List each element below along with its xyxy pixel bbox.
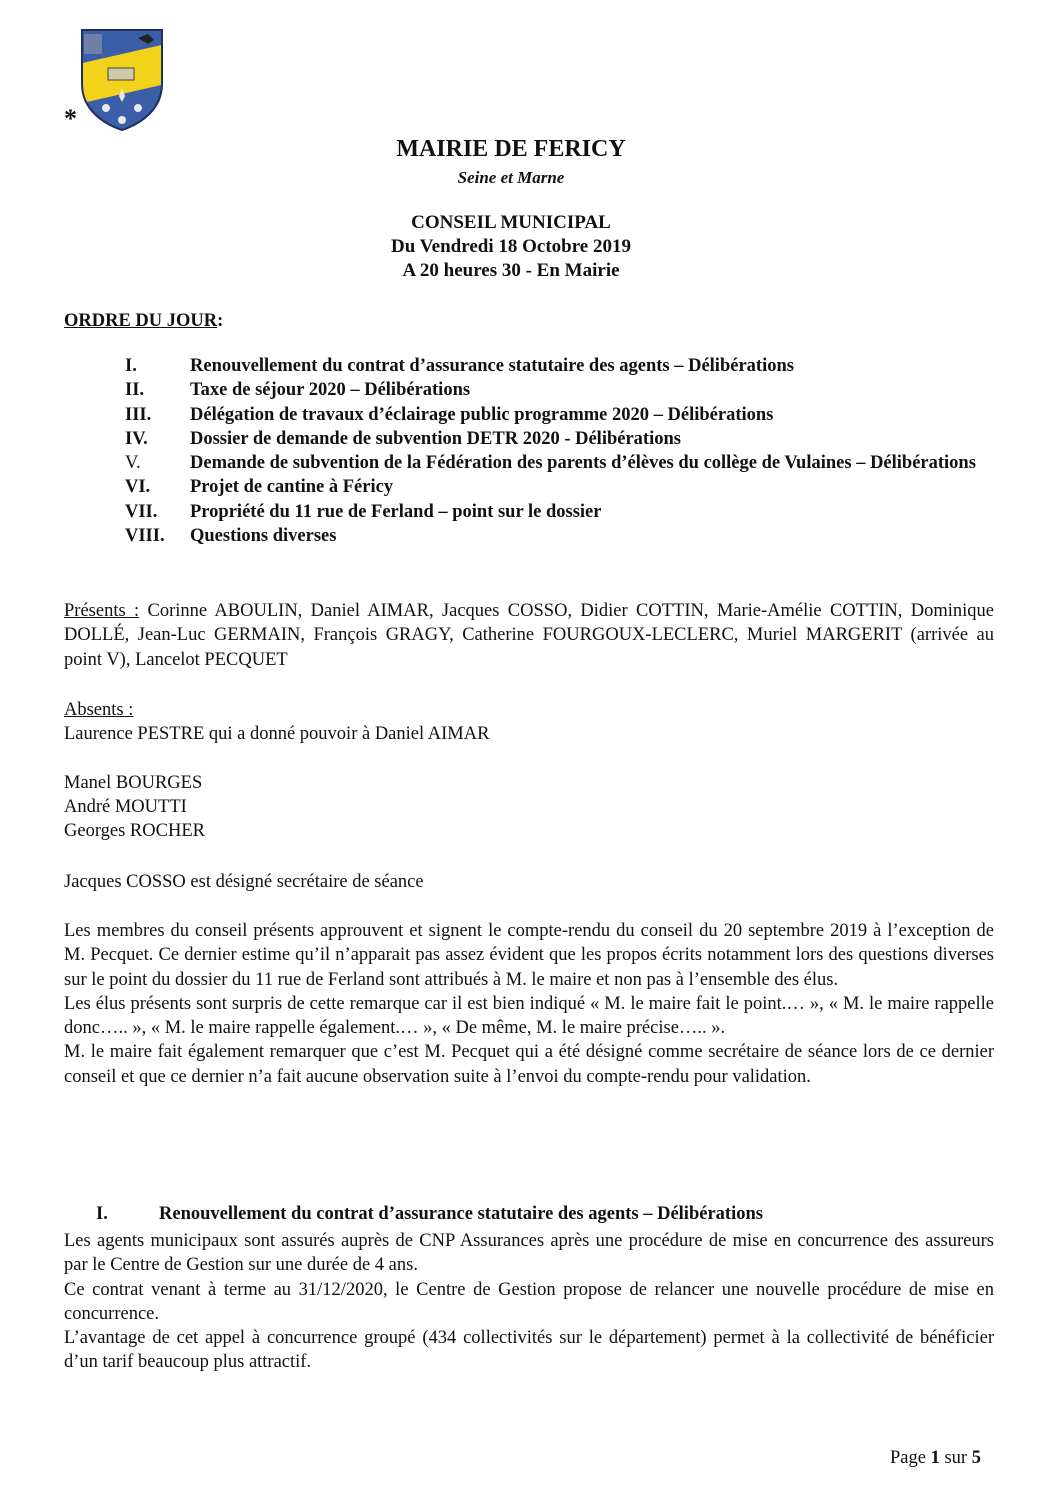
section-title: Renouvellement du contrat d’assurance statutaire des agents – Délibérations xyxy=(159,1204,763,1224)
minutes-paragraph: M. le maire fait également remarquer que c’est M. Pecquet qui a été désigné comme secrétaire de séance lors de ce dernier conseil et que ce dernier n’a fait aucune observation suite à l’envoi du compte-rendu pour validation. xyxy=(64,1042,994,1087)
agenda-item-number: VI. xyxy=(125,477,151,498)
absent-name: Georges ROCHER xyxy=(64,821,205,842)
page-number xyxy=(890,1448,981,1469)
agenda-item-text: Taxe de séjour 2020 – Délibérations xyxy=(190,380,471,401)
minutes-paragraph: Les membres du conseil présents approuvent et signent le compte-rendu du conseil du 20 septembre 2019 à l’exception de M. Pecquet. Ce dernier estime qu’il n’apparait pas assez évident que les propos écrits notamment lors des questions diverses sur le point du dossier du 11 rue de Ferland sont attribués à M. le maire et non pas à l’ensemble des élus. xyxy=(64,921,994,990)
section-paragraph: Les agents municipaux sont assurés auprès de CNP Assurances après une procédure de mise en concurrence des assureurs par le Centre de Gestion sur une durée de 4 ans. xyxy=(64,1231,994,1276)
list-item xyxy=(125,354,1005,378)
meeting-date: Du Vendredi 18 Octobre 2019 xyxy=(391,236,631,257)
agenda-item-text: Projet de cantine à Féricy xyxy=(190,477,394,498)
absents-label: Absents : xyxy=(64,700,134,720)
list-item xyxy=(125,500,1005,524)
minutes-paragraph: Les élus présents sont surpris de cette remarque car il est bien indiqué « M. le maire fait le point.… », « M. le maire rappelle donc….. », « M. le maire rappelle également.… », « De même, M. le maire précise….. ». xyxy=(64,993,994,1039)
absent-name: André MOUTTI xyxy=(64,797,187,818)
section-number: I. xyxy=(96,1204,108,1224)
presents-names: Corinne ABOULIN, Daniel AIMAR, Jacques COSSO, Didier COTTIN, Marie-Amélie COTTIN, Dominique DOLLÉ, Jean-Luc GERMAIN, François GRAGY, Catherine FOURGOUX-LECLERC, Muriel MARGERIT (arrivée au point V), Lancelot PECQUET xyxy=(64,601,994,670)
page-title: MAIRIE DE FERICY xyxy=(396,136,626,162)
list-item xyxy=(125,524,1005,548)
page-current: 1 xyxy=(930,1448,940,1468)
list-item xyxy=(125,451,1005,475)
presents-paragraph xyxy=(64,599,994,672)
agenda-list xyxy=(125,354,1005,548)
list-item xyxy=(125,403,1005,427)
page-subtitle: Seine et Marne xyxy=(457,168,565,187)
list-item xyxy=(125,378,1005,402)
absent-proxy: Laurence PESTRE qui a donné pouvoir à Daniel AIMAR xyxy=(64,724,490,745)
agenda-item-text: Propriété du 11 rue de Ferland – point sur le dossier xyxy=(190,501,602,522)
absents-block xyxy=(64,698,994,844)
agenda-heading xyxy=(64,311,223,332)
agenda-item-number: II. xyxy=(125,380,145,401)
meeting-title: CONSEIL MUNICIPAL xyxy=(411,212,611,233)
agenda-heading-text: ORDRE DU JOUR xyxy=(64,311,218,331)
presents-label: Présents : xyxy=(64,601,140,621)
list-item xyxy=(125,427,1005,451)
agenda-item-number: III. xyxy=(125,404,152,425)
spacer xyxy=(64,747,994,771)
agenda-item-text: Questions diverses xyxy=(190,526,337,547)
agenda-item-number: VII. xyxy=(125,501,158,522)
agenda-item-number: IV. xyxy=(125,428,148,449)
page-total: 5 xyxy=(971,1448,981,1468)
list-item xyxy=(125,475,1005,499)
section-heading xyxy=(96,1204,763,1225)
page-of-word: sur xyxy=(939,1448,972,1468)
minutes-block xyxy=(64,919,994,1089)
absents-label-line xyxy=(64,698,994,722)
agenda-item-text: Renouvellement du contrat d’assurance statutaire des agents – Délibérations xyxy=(190,356,794,376)
section-body xyxy=(64,1229,994,1375)
section-paragraph: Ce contrat venant à terme au 31/12/2020, le Centre de Gestion propose de relancer une nouvelle procédure de mise en concurrence. xyxy=(64,1279,994,1324)
section-paragraph: L’avantage de cet appel à concurrence groupé (434 collectivités sur le département) permet à la collectivité de bénéficier d’un tarif beaucoup plus attractif. xyxy=(64,1328,994,1373)
agenda-item-number: VIII. xyxy=(125,526,165,547)
agenda-heading-colon: : xyxy=(217,311,224,331)
agenda-item-text: Délégation de travaux d’éclairage public programme 2020 – Délibérations xyxy=(190,404,774,425)
page-word: Page xyxy=(890,1448,931,1468)
meeting-time-place: A 20 heures 30 - En Mairie xyxy=(402,260,620,281)
agenda-item-number: I. xyxy=(125,356,137,376)
agenda-item-text: Demande de subvention de la Fédération des parents d’élèves du collège de Vulaines – Délibérations xyxy=(190,453,976,474)
coat-of-arms-logo xyxy=(78,26,166,132)
asterisk-mark: * xyxy=(64,104,77,133)
agenda-item-number: V. xyxy=(125,453,141,474)
secretary-line: Jacques COSSO est désigné secrétaire de séance xyxy=(64,872,424,892)
absent-name: Manel BOURGES xyxy=(64,772,203,793)
agenda-item-text: Dossier de demande de subvention DETR 2020 - Délibérations xyxy=(190,428,681,449)
